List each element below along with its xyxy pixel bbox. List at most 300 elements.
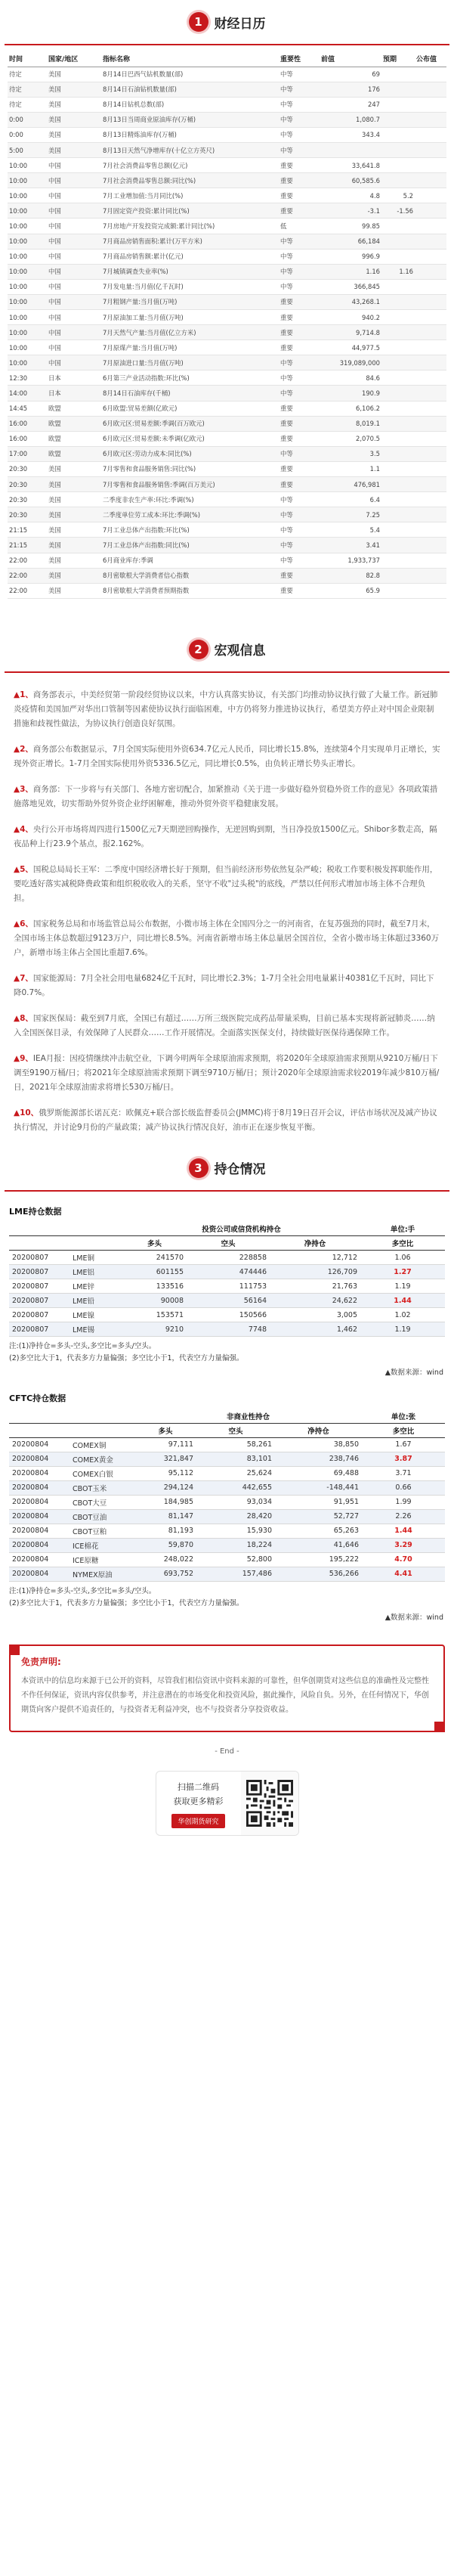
qr-card[interactable] [156, 1771, 299, 1836]
calendar-cell: 重要 [279, 310, 320, 325]
lme-cell: 9210 [122, 1322, 187, 1337]
cftc-cell: 195,222 [275, 1552, 362, 1567]
lme-cell: 126,709 [270, 1265, 360, 1279]
calendar-header-cell: 公布值 [415, 51, 446, 67]
calendar-cell: 7月房地产开发投资完成额:累计同比(%) [101, 219, 279, 234]
calendar-header-cell: 重要性 [279, 51, 320, 67]
calendar-cell: 中等 [279, 370, 320, 386]
calendar-cell: 1.16 [381, 264, 415, 279]
calendar-cell: 7月社会消费品零售总额:同比(%) [101, 173, 279, 188]
calendar-cell: 16:00 [8, 431, 47, 446]
calendar-cell: 82.8 [320, 568, 381, 583]
calendar-cell: 中等 [279, 386, 320, 401]
news-item-text: 俄罗斯能源部长诺瓦克：欧佩克+联合部长级监督委员会(JMMC)将于8月19日召开会议，评估市场状况及减产协议执行情况，并讨论9月份的产量政策；减产协议执行情况良好，油市正在逐步恢复平衡。 [14, 1108, 437, 1132]
calendar-cell [381, 386, 415, 401]
cftc-cell: 1.67 [362, 1437, 445, 1452]
calendar-row [8, 386, 446, 401]
calendar-cell: 4.8 [320, 188, 381, 203]
cftc-source: ▲数据来源：wind [385, 1613, 443, 1622]
calendar-cell: 10:00 [8, 264, 47, 279]
section-1-header [0, 0, 454, 44]
news-item-marker: ▲5、 [14, 864, 33, 874]
news-item [14, 1106, 440, 1135]
calendar-cell: 6月欧盟:贸易差额(亿欧元) [101, 401, 279, 416]
economic-calendar-table [8, 51, 446, 599]
calendar-cell: 重要 [279, 325, 320, 340]
cftc-cell: 97,111 [134, 1437, 196, 1452]
calendar-row [8, 522, 446, 538]
calendar-cell: 中国 [47, 188, 101, 203]
calendar-cell: 8月13日精炼油库存(万桶) [101, 127, 279, 142]
news-item-text: 国家能源局：7月全社会用电量6824亿千瓦时，同比增长2.3%；1-7月全社会用电量累计40381亿千瓦时，同比下降0.7%。 [14, 973, 434, 997]
lme-cell: 24,622 [270, 1294, 360, 1308]
calendar-cell [415, 325, 446, 340]
calendar-cell [381, 97, 415, 112]
section-2-title: 宏观信息 [214, 643, 266, 659]
calendar-cell [415, 355, 446, 370]
lme-cell: 12,712 [270, 1251, 360, 1265]
calendar-cell: 中国 [47, 158, 101, 173]
calendar-cell: 247 [320, 97, 381, 112]
calendar-header-cell: 国家/地区 [47, 51, 101, 67]
calendar-cell: 476,981 [320, 477, 381, 492]
news-item-marker: ▲3、 [14, 784, 33, 794]
calendar-cell: 17:00 [8, 446, 47, 461]
calendar-cell: 8月14日石油钻机数量(部) [101, 82, 279, 97]
calendar-cell [415, 553, 446, 568]
cftc-cell: 20200804 [9, 1524, 69, 1538]
lme-cell: 7748 [187, 1322, 270, 1337]
news-item-marker: ▲4、 [14, 824, 33, 834]
cftc-cell: 1.99 [362, 1495, 445, 1509]
cftc-column-headers [9, 1423, 445, 1437]
lme-cell: 1.27 [360, 1265, 445, 1279]
qr-line-1: 扫描二维码 [178, 1782, 219, 1793]
section-2-number: 2 [189, 640, 208, 659]
cftc-cell: 41,646 [275, 1538, 362, 1552]
lme-row [9, 1265, 445, 1279]
qr-code-graphic [246, 1780, 293, 1827]
calendar-cell [415, 127, 446, 142]
calendar-cell: 中等 [279, 538, 320, 553]
calendar-body [8, 67, 446, 598]
calendar-cell: 中等 [279, 112, 320, 127]
calendar-cell: 10:00 [8, 188, 47, 203]
calendar-row [8, 188, 446, 203]
calendar-cell: 7月零售和食品服务销售:同比(%) [101, 461, 279, 476]
calendar-row [8, 416, 446, 431]
calendar-cell: 6月商业库存:季调 [101, 553, 279, 568]
calendar-cell [381, 583, 415, 598]
news-item-marker: ▲9、 [14, 1053, 33, 1063]
calendar-cell: 22:00 [8, 568, 47, 583]
calendar-cell: 中等 [279, 507, 320, 522]
lme-cell: 133516 [122, 1279, 187, 1294]
lme-row [9, 1279, 445, 1294]
news-item-marker: ▲8、 [14, 1013, 33, 1023]
cftc-cell: 69,488 [275, 1466, 362, 1480]
cftc-cell: ICE原糖 [69, 1552, 134, 1567]
calendar-cell: 10:00 [8, 310, 47, 325]
news-item-text: 国家税务总局和市场监管总局公布数据，小微市场主体在全国四分之一的河南省，在复苏强劲的同时，截至7月末，全国市场主体总数超过9123万户，同比增长8.5%。河南省新增市场主体总量居全国首位，全省小微市场主体超过3360万户，新增市场主体占全国比重超7.6%。 [14, 919, 440, 957]
cftc-cell: 20200804 [9, 1552, 69, 1567]
calendar-cell: 60,585.6 [320, 173, 381, 188]
calendar-cell: 7月商品房销售面积:累计(万平方米) [101, 234, 279, 249]
calendar-cell: 待定 [8, 97, 47, 112]
calendar-row [8, 446, 446, 461]
calendar-cell: 中国 [47, 264, 101, 279]
calendar-row [8, 279, 446, 294]
qr-code-icon[interactable] [241, 1772, 298, 1835]
calendar-cell [381, 142, 415, 157]
calendar-cell [415, 340, 446, 355]
macro-news-list [0, 673, 454, 1135]
calendar-row [8, 67, 446, 82]
calendar-cell: 43,268.1 [320, 294, 381, 309]
calendar-cell: 69 [320, 67, 381, 82]
lme-table-title: LME持仓数据 [9, 1206, 62, 1217]
cftc-cell: 2.26 [362, 1509, 445, 1524]
calendar-cell [381, 340, 415, 355]
calendar-cell: 欧盟 [47, 431, 101, 446]
calendar-row [8, 568, 446, 583]
cftc-row [9, 1437, 445, 1452]
calendar-cell: 美国 [47, 522, 101, 538]
calendar-cell: 8月密歇根大学消费者预期指数 [101, 583, 279, 598]
lme-column-header: 空头 [187, 1236, 270, 1251]
calendar-header-row [8, 51, 446, 67]
calendar-cell [381, 492, 415, 507]
calendar-cell: 中国 [47, 249, 101, 264]
calendar-cell: 美国 [47, 97, 101, 112]
cftc-cell: NYMEX原油 [69, 1567, 134, 1581]
lme-column-header: 净持仓 [270, 1236, 360, 1251]
calendar-cell: 10:00 [8, 234, 47, 249]
cftc-cell: 52,800 [196, 1552, 275, 1567]
calendar-cell: 16:00 [8, 416, 47, 431]
calendar-cell: 7月天然气产量:当月值(亿立方米) [101, 325, 279, 340]
lme-column-header: 多头 [122, 1236, 187, 1251]
cftc-cell: 81,193 [134, 1524, 196, 1538]
calendar-row [8, 173, 446, 188]
calendar-cell: 重要 [279, 158, 320, 173]
lme-cell: 601155 [122, 1265, 187, 1279]
cftc-column-header: 空头 [196, 1423, 275, 1437]
cftc-cell: 536,266 [275, 1567, 362, 1581]
news-item [14, 917, 440, 960]
cftc-row [9, 1480, 445, 1495]
calendar-cell: 996.9 [320, 249, 381, 264]
cftc-cell: 3.71 [362, 1466, 445, 1480]
disclaimer-corner-tl [9, 1644, 20, 1655]
calendar-cell [381, 507, 415, 522]
calendar-cell: 7月原油进口量:当月值(万吨) [101, 355, 279, 370]
cftc-cell: 58,261 [196, 1437, 275, 1452]
calendar-cell: 中等 [279, 279, 320, 294]
news-item-text: 央行公开市场将周四进行1500亿元7天期逆回购操作，无逆回购到期，当日净投放1500亿元。Shibor多数走高，隔夜品种上行23.9个基点，报2.162%。 [14, 824, 437, 848]
calendar-cell [415, 82, 446, 97]
lme-column-header [69, 1236, 122, 1251]
news-item-text: 国家医保局：截至到7月底，全国已有超过……万所三级医院完成药品带量采购，目前已基本实现将新冠肺炎……纳入全国医保目录，有效保障了人民群众……工作开展情况。全面落实医保支付，持续做好医保待遇保障工作。 [14, 1013, 435, 1037]
news-item-marker: ▲1、 [14, 690, 33, 699]
calendar-cell: 366,845 [320, 279, 381, 294]
cftc-cell: 91,951 [275, 1495, 362, 1509]
calendar-cell: 176 [320, 82, 381, 97]
calendar-cell: 中等 [279, 82, 320, 97]
calendar-cell: 重要 [279, 477, 320, 492]
calendar-row [8, 264, 446, 279]
lme-cell: 20200807 [9, 1322, 69, 1337]
cftc-cell: CBOT豆粕 [69, 1524, 134, 1538]
calendar-cell: 美国 [47, 492, 101, 507]
calendar-cell: 美国 [47, 142, 101, 157]
section-3-title: 持仓情况 [214, 1162, 266, 1178]
calendar-cell [381, 112, 415, 127]
cftc-cell: 442,655 [196, 1480, 275, 1495]
calendar-cell: 2,070.5 [320, 431, 381, 446]
cftc-cell: 20200804 [9, 1466, 69, 1480]
calendar-cell: 中等 [279, 553, 320, 568]
calendar-cell [381, 82, 415, 97]
calendar-cell [415, 416, 446, 431]
section-1-title: 财经日历 [214, 16, 266, 32]
lme-cell: 21,763 [270, 1279, 360, 1294]
calendar-cell: 319,089,000 [320, 355, 381, 370]
cftc-cell: COMEX黄金 [69, 1452, 134, 1466]
calendar-cell: 10:00 [8, 279, 47, 294]
calendar-cell: 10:00 [8, 158, 47, 173]
calendar-cell: 8月14日石油库存(千桶) [101, 386, 279, 401]
qr-text [156, 1772, 241, 1835]
calendar-cell [381, 416, 415, 431]
lme-cell: 1,462 [270, 1322, 360, 1337]
calendar-row [8, 97, 446, 112]
calendar-cell [381, 370, 415, 386]
calendar-cell: 美国 [47, 568, 101, 583]
calendar-cell: 10:00 [8, 249, 47, 264]
lme-cell: LME镍 [69, 1308, 122, 1322]
lme-row [9, 1322, 445, 1337]
cftc-group-header: 非商业性持仓 [134, 1409, 362, 1423]
cftc-column-header [9, 1423, 69, 1437]
calendar-row [8, 112, 446, 127]
calendar-cell: 940.2 [320, 310, 381, 325]
calendar-cell: 中等 [279, 234, 320, 249]
calendar-cell: 99.85 [320, 219, 381, 234]
lme-column-headers [9, 1236, 445, 1251]
cftc-cell: CBOT玉米 [69, 1480, 134, 1495]
lme-cell: 3,005 [270, 1308, 360, 1322]
calendar-row [8, 325, 446, 340]
calendar-cell: 中等 [279, 97, 320, 112]
section-1-rule [5, 44, 449, 45]
calendar-cell: 重要 [279, 340, 320, 355]
calendar-cell [415, 401, 446, 416]
calendar-cell [381, 553, 415, 568]
lme-cell: 1.44 [360, 1294, 445, 1308]
calendar-cell: 重要 [279, 203, 320, 219]
calendar-cell [415, 158, 446, 173]
calendar-cell [415, 203, 446, 219]
lme-cell: LME铅 [69, 1294, 122, 1308]
calendar-cell: 6月欧元区:贸易差额:季调(百万欧元) [101, 416, 279, 431]
lme-cell: LME锌 [69, 1279, 122, 1294]
calendar-cell [381, 568, 415, 583]
calendar-row [8, 401, 446, 416]
calendar-cell: 7月商品房销售额:累计(亿元) [101, 249, 279, 264]
calendar-cell [381, 127, 415, 142]
calendar-header-cell: 预期 [381, 51, 415, 67]
calendar-row [8, 461, 446, 476]
calendar-cell: 重要 [279, 401, 320, 416]
calendar-cell: 美国 [47, 553, 101, 568]
calendar-cell: 欧盟 [47, 446, 101, 461]
calendar-cell [381, 310, 415, 325]
calendar-cell: 7月固定资产投资:累计同比(%) [101, 203, 279, 219]
calendar-cell [320, 142, 381, 157]
calendar-cell [415, 538, 446, 553]
calendar-cell: 6月第三产业活动指数:环比(%) [101, 370, 279, 386]
calendar-cell: 美国 [47, 538, 101, 553]
calendar-cell [381, 294, 415, 309]
cftc-cell: 184,985 [134, 1495, 196, 1509]
calendar-cell: 65.9 [320, 583, 381, 598]
calendar-cell [415, 461, 446, 476]
lme-unit: 单位:手 [360, 1222, 445, 1236]
cftc-column-header: 净持仓 [275, 1423, 362, 1437]
calendar-cell: 1,933,737 [320, 553, 381, 568]
cftc-cell: 1.44 [362, 1524, 445, 1538]
cftc-cell: 59,870 [134, 1538, 196, 1552]
calendar-cell [415, 310, 446, 325]
calendar-cell [381, 173, 415, 188]
calendar-cell [381, 234, 415, 249]
calendar-cell: 8月13日天然气净增库存(十亿立方英尺) [101, 142, 279, 157]
calendar-row [8, 82, 446, 97]
cftc-cell: 4.41 [362, 1567, 445, 1581]
calendar-cell: 6月欧元区:劳动力成本:同比(%) [101, 446, 279, 461]
cftc-cell: 20200804 [9, 1538, 69, 1552]
lme-cell: 20200807 [9, 1251, 69, 1265]
calendar-cell: 重要 [279, 294, 320, 309]
calendar-row [8, 294, 446, 309]
lme-cell: 1.06 [360, 1251, 445, 1265]
cftc-cell: 4.70 [362, 1552, 445, 1567]
cftc-cell: 38,850 [275, 1437, 362, 1452]
section-2-header [0, 628, 454, 671]
cftc-cell: 15,930 [196, 1524, 275, 1538]
lme-group-header: 投资公司或信贷机构持仓 [122, 1222, 360, 1236]
cftc-column-header [69, 1423, 134, 1437]
cftc-cell: 20200804 [9, 1480, 69, 1495]
cftc-row [9, 1495, 445, 1509]
news-item-marker: ▲2、 [14, 744, 33, 754]
calendar-cell: 20:30 [8, 507, 47, 522]
calendar-cell: 10:00 [8, 219, 47, 234]
calendar-cell: 美国 [47, 477, 101, 492]
calendar-cell: 7.25 [320, 507, 381, 522]
calendar-cell [381, 431, 415, 446]
calendar-cell [415, 279, 446, 294]
calendar-cell: 7月原油加工量:当月值(万吨) [101, 310, 279, 325]
calendar-cell [415, 97, 446, 112]
calendar-cell [415, 507, 446, 522]
calendar-cell: 8,019.1 [320, 416, 381, 431]
calendar-cell: 5.2 [381, 188, 415, 203]
calendar-cell [415, 568, 446, 583]
lme-source: ▲数据来源：wind [385, 1369, 443, 1378]
news-item [14, 1012, 440, 1040]
calendar-cell: 0:00 [8, 112, 47, 127]
cftc-cell: 18,224 [196, 1538, 275, 1552]
calendar-cell: 美国 [47, 67, 101, 82]
calendar-cell [381, 249, 415, 264]
cftc-row [9, 1452, 445, 1466]
calendar-cell: 12:30 [8, 370, 47, 386]
cftc-unit: 单位:张 [362, 1409, 445, 1423]
calendar-cell [415, 173, 446, 188]
cftc-cell: 65,263 [275, 1524, 362, 1538]
calendar-cell [415, 234, 446, 249]
section-3-header [0, 1146, 454, 1190]
calendar-cell [381, 461, 415, 476]
cftc-cell: 52,727 [275, 1509, 362, 1524]
news-item [14, 863, 440, 906]
calendar-cell [415, 294, 446, 309]
lme-holdings-table [9, 1222, 445, 1338]
calendar-cell [381, 325, 415, 340]
calendar-cell: 7月社会消费品零售总额(亿元) [101, 158, 279, 173]
cftc-table-title: CFTC持仓数据 [9, 1393, 66, 1404]
calendar-cell: 中等 [279, 355, 320, 370]
cftc-body [9, 1437, 445, 1581]
calendar-cell: 欧盟 [47, 416, 101, 431]
calendar-cell: 重要 [279, 461, 320, 476]
calendar-cell [415, 67, 446, 82]
calendar-cell: 22:00 [8, 583, 47, 598]
calendar-cell: 20:30 [8, 492, 47, 507]
news-item-marker: ▲7、 [14, 973, 33, 983]
calendar-cell: 10:00 [8, 173, 47, 188]
lme-row [9, 1251, 445, 1265]
calendar-row [8, 340, 446, 355]
disclaimer-corner-br [434, 1722, 445, 1732]
calendar-cell [381, 446, 415, 461]
calendar-cell: 8月密歇根大学消费者信心指数 [101, 568, 279, 583]
news-item-text: IEA月报：因疫情继续冲击航空业，下调今明两年全球原油需求预期，将2020年全球原油需求预期从9210万桶/日下调至9190万桶/日；将2021年全球原油需求预期下调至9710万桶/日；预计2020年全球原油需求较2019年减少810万桶/日，2021年全球原油需求将增长530万桶/日。 [14, 1053, 440, 1092]
cftc-cell: CBOT豆油 [69, 1509, 134, 1524]
calendar-cell: 中国 [47, 340, 101, 355]
cftc-note-2: (2)多空比大于1，代表多方力量偏强；多空比小于1，代表空方力量偏强。 [9, 1598, 244, 1607]
calendar-cell: 中等 [279, 67, 320, 82]
cftc-row [9, 1524, 445, 1538]
lme-cell: 111753 [187, 1279, 270, 1294]
calendar-cell [381, 401, 415, 416]
cftc-cell: 693,752 [134, 1567, 196, 1581]
calendar-cell: 美国 [47, 82, 101, 97]
cftc-row [9, 1509, 445, 1524]
disclaimer-box [9, 1644, 445, 1732]
cftc-row [9, 1538, 445, 1552]
calendar-cell [381, 522, 415, 538]
calendar-cell: 10:00 [8, 355, 47, 370]
cftc-cell: 28,420 [196, 1509, 275, 1524]
lme-cell: 90008 [122, 1294, 187, 1308]
lme-cell: 20200807 [9, 1294, 69, 1308]
calendar-cell: 6,106.2 [320, 401, 381, 416]
lme-cell: 241570 [122, 1251, 187, 1265]
calendar-cell: 中国 [47, 173, 101, 188]
